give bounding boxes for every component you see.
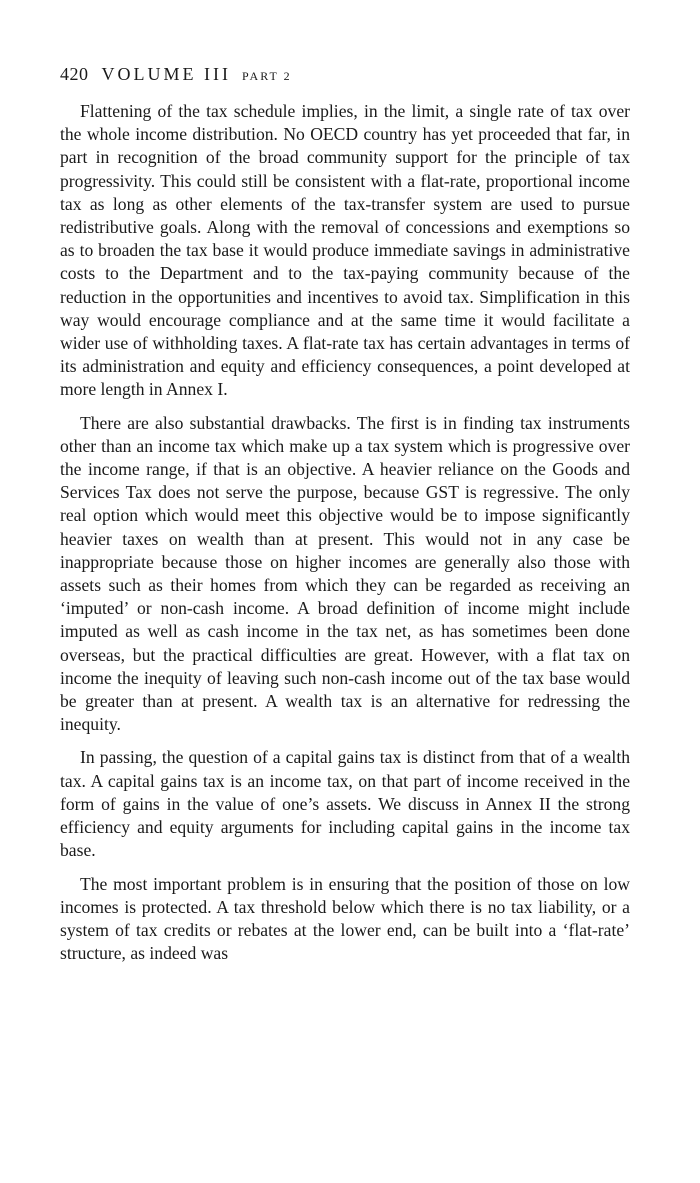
page-number: 420 xyxy=(60,64,89,84)
volume-title: VOLUME III xyxy=(101,64,231,84)
paragraph-capital-gains: In passing, the question of a capital gains tax is distinct from that of a wealth tax. A capital gains tax is an income tax, on that part of income received in the form of gains in the value of one’s assets. We discuss in Annex II the strong efficiency and equity arguments for including capital gains in the income tax base. xyxy=(60,747,630,861)
part-label: PART 2 xyxy=(241,69,292,83)
paragraph-low-incomes: The most important problem is in ensuring that the position of those on low incomes is protected. A tax threshold below which there is no tax liability, or a system of tax credits or rebates at the lower end, can be built into a ‘flat-rate’ structure, as indeed was xyxy=(60,873,630,964)
paragraph-flattening: Flattening of the tax schedule implies, in the limit, a single rate of tax over the whole income distribution. No OECD country has yet proceeded that far, in part in recognition of the broad community support for the principle of tax progressivity. This could still be consistent with a flat-rate, proportional income tax as long as other elements of the tax-transfer system are used to pursue redistributive goals. Along with the removal of concessions and exemptions so as to broaden the tax base it would produce immediate savings in administrative costs to the Department and to the tax-paying community because of the reduction in the opportunities and incentives to avoid tax. Simplification in this way would encourage compliance and at the same time it would facilitate a wider use of withholding taxes. A flat-rate tax has certain advantages in terms of its administration and equity and efficiency consequences, a point developed at more length in Annex I. xyxy=(60,101,630,400)
paragraph-drawbacks: There are also substantial drawbacks. The first is in finding tax instruments other than an income tax which make up a tax system which is progressive over the income range, if that is an objective. A heavier reliance on the Goods and Services Tax does not serve the purpose, because GST is regressive. The only real option which would meet this objective would be to impose significantly heavier taxes on wealth than at present. This would not in any case be inappropriate because those on higher incomes are generally also those with assets such as their homes from which they can be regarded as receiving an ‘imputed’ or non-cash income. A broad definition of income might include imputed as well as cash income in the tax net, as has sometimes been done overseas, but the practical difficulties are great. However, with a flat tax on income the inequity of leaving such non-cash income out of the tax base would be greater than at present. A wealth tax is an alternative for redressing the inequity. xyxy=(60,412,630,735)
page-content xyxy=(60,62,630,975)
running-head xyxy=(60,62,630,88)
